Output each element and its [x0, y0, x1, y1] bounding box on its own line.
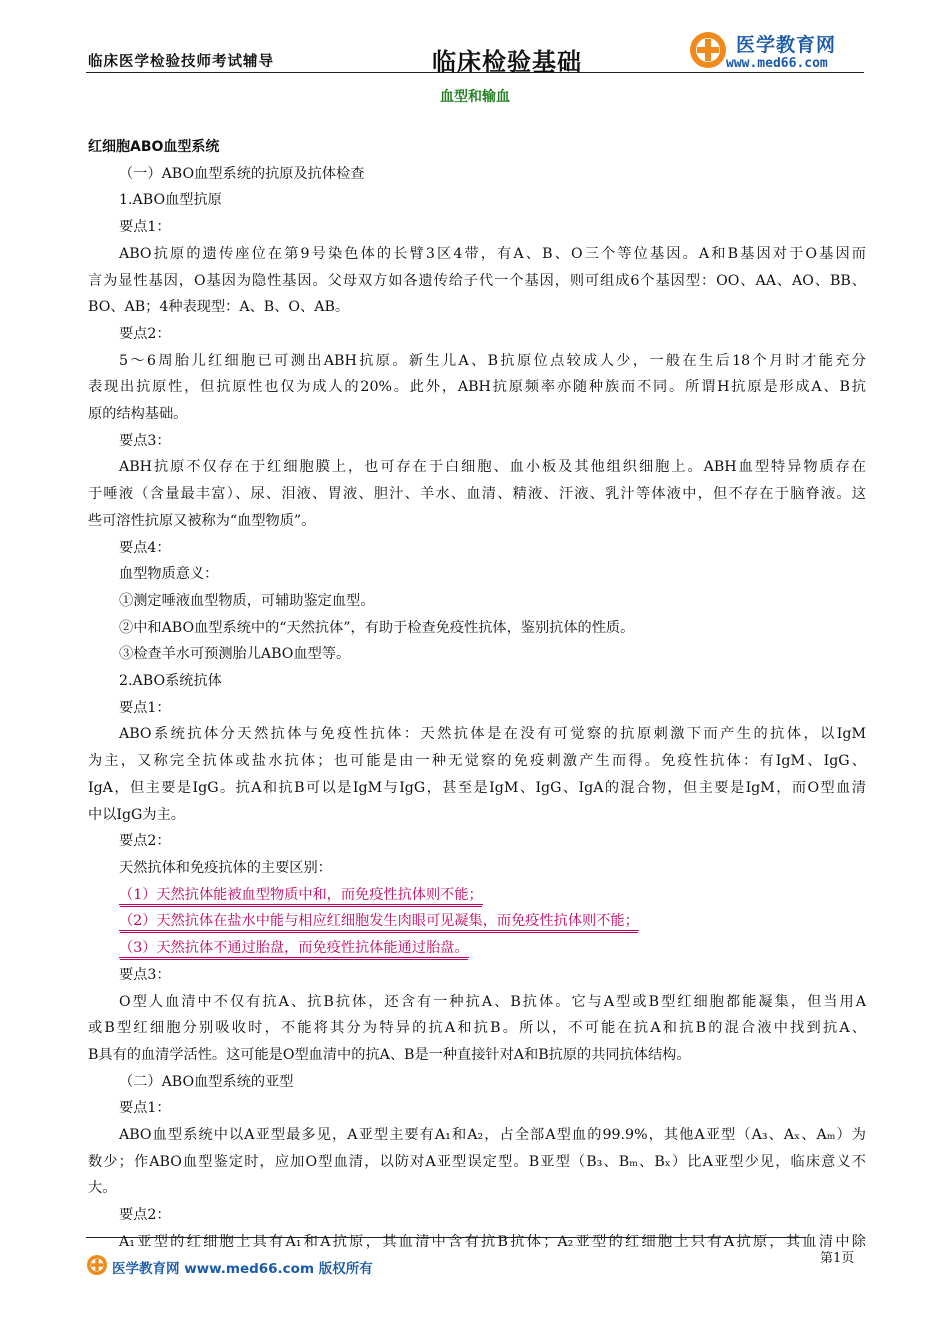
footer-logo-icon: [86, 1254, 108, 1276]
text-line: 或B型红细胞分别吸收时，不能将其分为特异的抗A和抗B。所以，不可能在抗A和抗B的混合液中找到抗A、: [88, 1020, 866, 1037]
text-line: ABH抗原不仅存在于红细胞膜上，也可存在于白细胞、血小板及其他组织细胞上。ABH血型特异物质存在: [119, 459, 866, 476]
header-course-name: 临床医学检验技师考试辅导: [88, 54, 274, 70]
text-line: 要点2：: [119, 1207, 171, 1224]
text-line: 天然抗体和免疫抗体的主要区别：: [119, 859, 332, 876]
text-line: 数少；作ABO血型鉴定时，应加O型血清，以防对A亚型误定型。B亚型（B₃、Bₘ、Bₓ）比A亚型少见，临床意义不: [88, 1153, 866, 1170]
text-line: 中以IgG为主。: [88, 806, 185, 823]
text-line: 要点1：: [119, 699, 171, 716]
text-line: 2.ABO系统抗体: [119, 673, 222, 690]
text-line: 血型物质意义：: [119, 566, 219, 583]
text-line: 1.ABO血型抗原: [119, 192, 222, 209]
text-line: 要点4：: [119, 539, 171, 556]
text-line: 大。: [88, 1180, 117, 1197]
header-title: 临床检验基础: [432, 48, 582, 76]
text-line: O型人血清中不仅有抗A、抗B抗体，还含有一种抗A、B抗体。它与A型或B型红细胞都能凝集，但当用A: [119, 993, 866, 1010]
highlighted-line: [88, 908, 866, 935]
text-line: 于唾液（含量最丰富）、尿、泪液、胃液、胆汁、羊水、血清、精液、汗液、乳汁等体液中，但不存在于脑脊液。这: [88, 486, 866, 503]
text-line: 言为显性基因，O基因为隐性基因。父母双方如各遗传给子代一个基因，则可组成6个基因型：OO、AA、AO、BB、: [88, 272, 866, 289]
text-line: 为主，又称完全抗体或盐水抗体；也可能是由一种无觉察的免疫刺激产生而得。免疫性抗体：有IgM、IgG、: [88, 753, 866, 770]
text-line: ABO系统抗体分天然抗体与免疫性抗体：天然抗体是在没有可觉察的抗原刺激下而产生的抗体，以IgM: [119, 726, 866, 743]
text-line: 表现出抗原性，但抗原性也仅为成人的20%。此外，ABH抗原频率亦随种族而不同。所谓H抗原是形成A、B抗: [88, 379, 866, 396]
header-divider: [86, 72, 864, 73]
text-line: B具有的血清学活性。这可能是O型血清中的抗A、B是一种直接针对A和B抗原的共同抗体结构。: [88, 1046, 691, 1063]
text-line: A₁亚型的红细胞上具有A₁和A抗原，其血清中含有抗B抗体；A₂亚型的红细胞上只有A抗原，其血清中除: [119, 1233, 866, 1250]
text-line: 要点3：: [119, 432, 171, 449]
text-line: ②中和ABO血型系统中的“天然抗体”，有助于检查免疫性抗体，鉴别抗体的性质。: [119, 619, 635, 636]
footer-divider: [86, 1237, 806, 1238]
med66-logo-icon: [688, 30, 728, 70]
text-line: 要点3：: [119, 966, 171, 983]
text-line: 原的结构基础。: [88, 406, 188, 423]
highlighted-line: [88, 882, 866, 909]
text-line: 要点1：: [119, 219, 171, 236]
highlighted-text: （3）天然抗体不通过胎盘，而免疫性抗体能通过胎盘。: [119, 940, 469, 957]
text-line: 些可溶性抗原又被称为“血型物质”。: [88, 512, 316, 529]
logo-site-name: 医学教育网: [736, 34, 837, 56]
highlighted-text: （2）天然抗体在盐水中能与相应红细胞发生肉眼可见凝集，而免疫性抗体则不能；: [119, 913, 639, 930]
text-line: 要点1：: [119, 1100, 171, 1117]
text-line: ③检查羊水可预测胎儿ABO血型等。: [119, 646, 351, 663]
highlighted-text: （1）天然抗体能被血型物质中和，而免疫性抗体则不能；: [119, 886, 483, 903]
text-line: ABO抗原的遗传座位在第9号染色体的长臂3区4带，有A、B、O三个等位基因。A和B基因对于O基因而: [119, 245, 866, 262]
text-line: 5～6周胎儿红细胞已可测出ABH抗原。新生儿A、B抗原位点较成人少，一般在生后18个月时才能充分: [119, 352, 866, 369]
text-line: IgA，但主要是IgG。抗A和抗B可以是IgM与IgG，甚至是IgM、IgG、IgA的混合物，但主要是IgM，而O型血清: [88, 779, 866, 796]
text-line: （二）ABO血型系统的亚型: [119, 1073, 294, 1090]
logo-site-url: www.med66.com: [726, 56, 828, 71]
document-body: [88, 134, 866, 1256]
section-subtitle: 血型和输血: [440, 89, 510, 105]
section-heading: 红细胞ABO血型系统: [88, 139, 220, 155]
site-logo[interactable]: [684, 26, 864, 76]
text-line: ①测定唾液血型物质，可辅助鉴定血型。: [119, 592, 375, 609]
page-number: 第1页: [820, 1251, 855, 1266]
footer-copyright: 医学教育网 www.med66.com 版权所有: [112, 1261, 373, 1277]
text-line: 要点2：: [119, 325, 171, 342]
highlighted-line: [88, 935, 866, 962]
text-line: （一）ABO血型系统的抗原及抗体检查: [119, 165, 365, 182]
text-line: 要点2：: [119, 833, 171, 850]
text-line: ABO血型系统中以A亚型最多见，A亚型主要有A₁和A₂，占全部A型血的99.9%，其他A亚型（A₃、Aₓ、Aₘ）为: [119, 1127, 866, 1144]
text-line: BO、AB；4种表现型：A、B、O、AB。: [88, 299, 350, 316]
